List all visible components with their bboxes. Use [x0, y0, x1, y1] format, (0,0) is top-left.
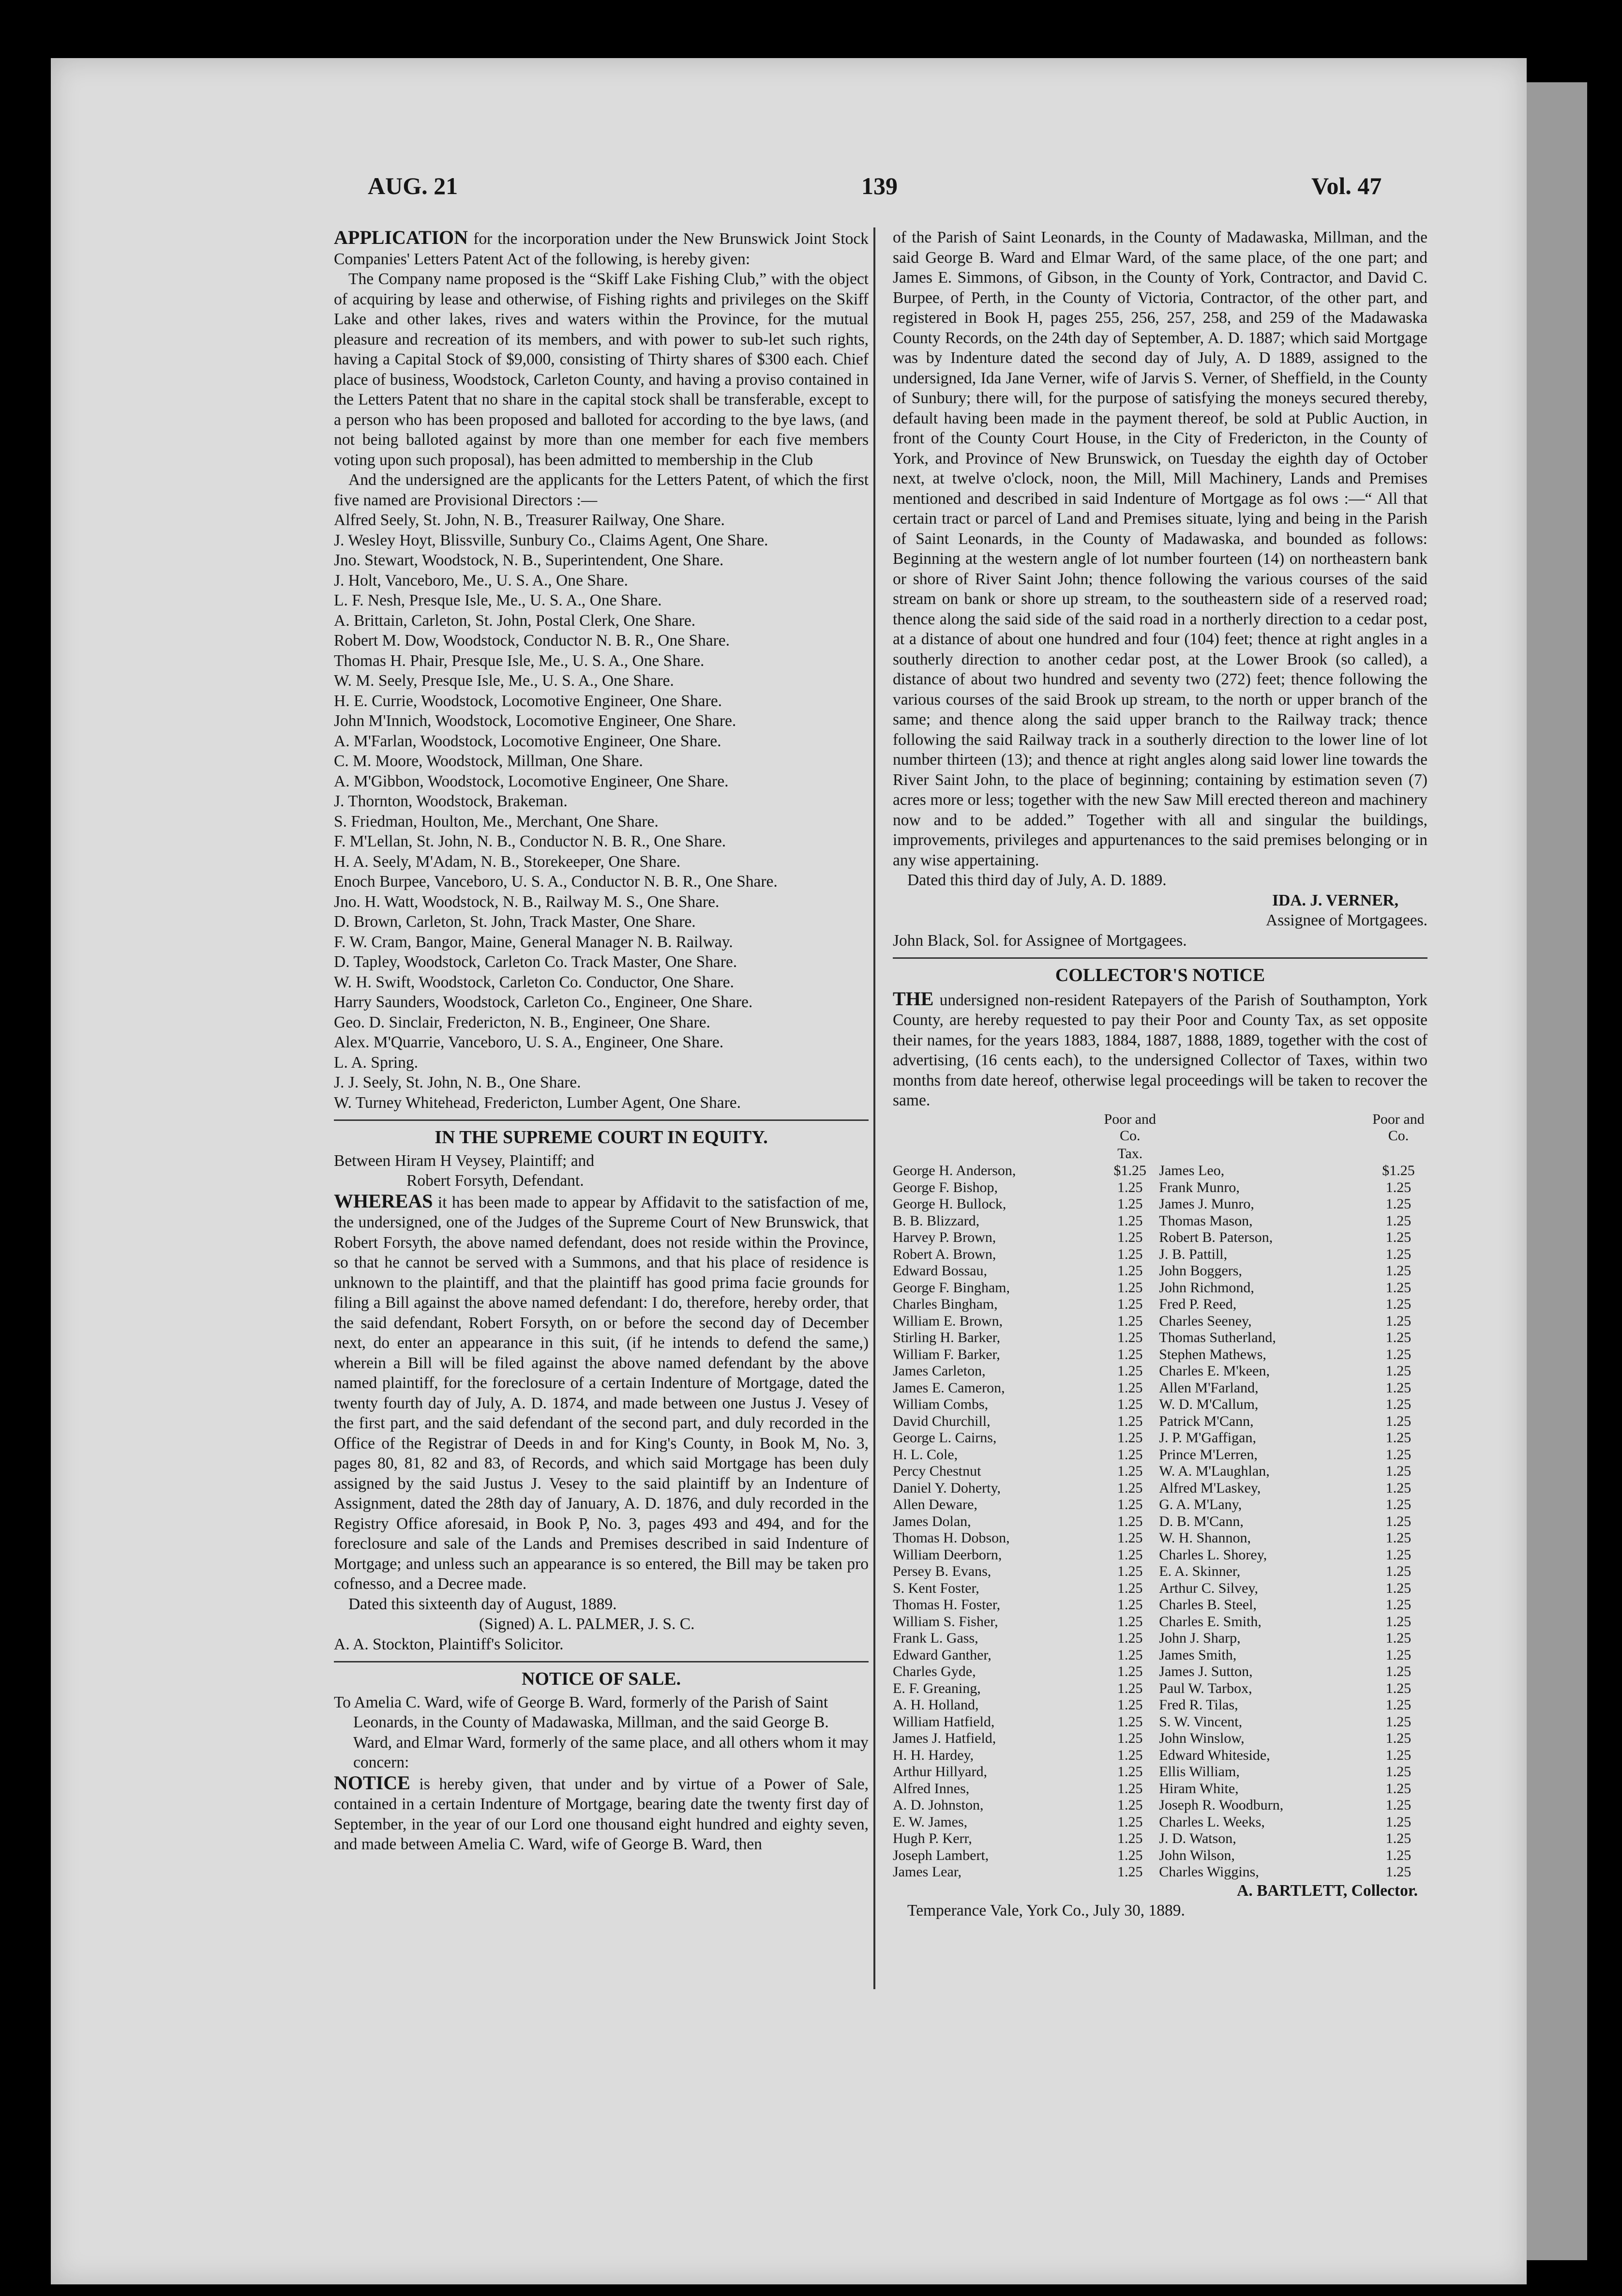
- tax-amount: 1.25: [1385, 1296, 1412, 1312]
- equity-signature: (Signed) A. L. PALMER, J. S. C.: [479, 1615, 695, 1633]
- equity-body: WHEREAS it has been made to appear by Affidavit to the satisfaction of me, the undersigned, one of the Judges of the Supreme Court of New Brunswick, that Robert Forsyth, the above named defendant, does not reside within the Province, so that he cannot be served with a Summons, and that his place of residence is unknown to the plaintiff, and that the plaintiff has good prima facie grounds for filing a Bill against the above named defendant: I do, therefore, hereby order, that the said defendant, Robert Forsyth, on or before the second day of December next, do enter an appearance in this suit, (if he intends to defend the same,) wherein a Bill will be filed against the above named defendant by the above named plaintiff, for the foreclosure of a certain Indenture of Mortgage, dated the twenty fourth day of July, A. D. 1874, and made between one Justus J. Vesey of the first part, and the said defendant of the second part, and duly recorded in the Office of the Registrar of Deeds in and for King's County, in Book M, No. 3, pages 80, 81, 82 and 83, of Records, and which said Mortgage has been duly assigned by the said Justus J. Vesey to the said plaintiff by an Indenture of Assignment, dated the 28th day of January, A. D. 1876, and duly recorded in the Registry Office aforesaid, in Book P, No. 3, pages 493 and 494, and for the foreclosure and sale of the Lands and Premises described in said Indenture of Mortgage; and unless such an appearance is so entered, the Bill may be taken pro cofnesso, and a Decree made.: [334, 1190, 869, 1593]
- tax-amount: 1.25: [1117, 1864, 1143, 1880]
- ratepayer-name: Robert A. Brown,: [893, 1246, 996, 1262]
- tax-amount: 1.25: [1385, 1764, 1412, 1780]
- tax-amount: 1.25: [1117, 1797, 1143, 1813]
- ratepayer-name: Frank Munro,: [1159, 1179, 1240, 1195]
- ratepayer-name: Thomas Sutherland,: [1159, 1329, 1276, 1345]
- ratepayer-name: James Leo,: [1159, 1163, 1225, 1178]
- ratepayer-name: Ellis William,: [1159, 1764, 1240, 1780]
- sale-dated: Dated this third day of July, A. D. 1889.: [907, 871, 1167, 889]
- table-row: [893, 1647, 1427, 1664]
- ratepayer-name: James Carleton,: [893, 1363, 986, 1379]
- applicant-entry: H. E. Currie, Woodstock, Locomotive Engineer, One Share.: [334, 692, 722, 710]
- ratepayer-name: John Wilson,: [1159, 1847, 1235, 1863]
- sale-signer-title: Assignee of Mortgagees.: [1266, 911, 1427, 929]
- ratepayer-name: John Boggers,: [1159, 1263, 1242, 1279]
- ratepayer-name: E. A. Skinner,: [1159, 1563, 1241, 1579]
- tax-amount: 1.25: [1385, 1563, 1412, 1579]
- table-row: [893, 1447, 1427, 1464]
- ratepayer-name: W. A. M'Laughlan,: [1159, 1463, 1270, 1479]
- ratepayer-name: Thomas H. Dobson,: [893, 1530, 1010, 1546]
- tax-amount: 1.25: [1385, 1546, 1412, 1563]
- tax-amount: 1.25: [1385, 1580, 1412, 1596]
- ratepayer-name: Harvey P. Brown,: [893, 1229, 996, 1245]
- table-row: [893, 1797, 1427, 1814]
- sale-solicitor: John Black, Sol. for Assignee of Mortgagees.: [893, 931, 1187, 950]
- tax-column-header: Poor and Co.: [1372, 1111, 1425, 1144]
- tax-amount: 1.25: [1117, 1196, 1143, 1212]
- ratepayer-name: Joseph R. Woodburn,: [1159, 1797, 1284, 1813]
- ratepayer-name: George F. Bingham,: [893, 1279, 1010, 1296]
- equity-parties: Between Hiram H Veysey, Plaintiff; and: [334, 1151, 595, 1170]
- applicant-entry: W. Turney Whitehead, Fredericton, Lumber Agent, One Share.: [334, 1093, 741, 1112]
- table-row: [893, 1747, 1427, 1764]
- table-row: [893, 1580, 1427, 1597]
- ratepayer-name: Allen M'Farland,: [1159, 1379, 1259, 1396]
- table-row: [893, 1663, 1427, 1680]
- ratepayer-name: Robert B. Paterson,: [1159, 1229, 1273, 1245]
- applicant-entry: J. Thornton, Woodstock, Brakeman.: [334, 792, 568, 810]
- tax-amount: 1.25: [1117, 1329, 1143, 1345]
- tax-amount: 1.25: [1117, 1730, 1143, 1746]
- ratepayer-name: Edward Ganther,: [893, 1646, 991, 1663]
- tax-amount: 1.25: [1117, 1413, 1143, 1429]
- applicant-entry: D. Tapley, Woodstock, Carleton Co. Track Master, One Share.: [334, 953, 737, 971]
- tax-amount: 1.25: [1385, 1279, 1412, 1296]
- tax-amount: 1.25: [1385, 1463, 1412, 1479]
- right-column: [893, 227, 1427, 1921]
- ratepayer-name: D. B. M'Cann,: [1159, 1513, 1244, 1529]
- ratepayer-name: Paul W. Tarbox,: [1159, 1680, 1252, 1696]
- applicant-entry: F. W. Cram, Bangor, Maine, General Manager N. B. Railway.: [334, 933, 733, 951]
- tax-amount: 1.25: [1385, 1430, 1412, 1446]
- ratepayer-name: Charles L. Shorey,: [1159, 1546, 1267, 1563]
- sale-lead-word: NOTICE: [334, 1771, 410, 1794]
- ratepayer-name: James J. Sutton,: [1159, 1663, 1253, 1679]
- table-row: [893, 1597, 1427, 1614]
- tax-amount: 1.25: [1117, 1463, 1143, 1479]
- ratepayer-name: J. D. Watson,: [1159, 1830, 1236, 1846]
- ratepayer-name: B. B. Blizzard,: [893, 1212, 980, 1229]
- table-row: [893, 1563, 1427, 1580]
- table-row: [893, 1547, 1427, 1564]
- application-lead-word: APPLICATION: [334, 227, 468, 248]
- tax-amount: 1.25: [1385, 1263, 1412, 1279]
- ratepayer-name: James Smith,: [1159, 1646, 1237, 1663]
- page-number: 139: [861, 172, 898, 199]
- tax-amount: 1.25: [1117, 1379, 1143, 1396]
- applicant-entry: J. J. Seely, St. John, N. B., One Share.: [334, 1073, 581, 1091]
- tax-column-header: Tax.: [1117, 1145, 1143, 1162]
- tax-amount: 1.25: [1385, 1379, 1412, 1396]
- tax-amount: 1.25: [1117, 1713, 1143, 1730]
- tax-amount: 1.25: [1385, 1713, 1412, 1730]
- section-divider: [334, 1661, 869, 1662]
- tax-amount: 1.25: [1117, 1847, 1143, 1863]
- ratepayer-name: A. H. Holland,: [893, 1697, 979, 1713]
- table-row: [893, 1714, 1427, 1731]
- ratepayer-name: A. D. Johnston,: [893, 1797, 984, 1813]
- ratepayer-name: Fred P. Reed,: [1159, 1296, 1237, 1312]
- ratepayer-name: Thomas H. Foster,: [893, 1597, 1001, 1613]
- ratepayer-name: William Combs,: [893, 1396, 989, 1412]
- ratepayer-name: E. W. James,: [893, 1813, 968, 1830]
- table-row: [893, 1246, 1427, 1263]
- tax-amount: 1.25: [1117, 1212, 1143, 1229]
- page-header: [315, 172, 1413, 215]
- ratepayer-name: David Churchill,: [893, 1413, 991, 1429]
- tax-amount: 1.25: [1385, 1212, 1412, 1229]
- tax-amount: 1.25: [1117, 1446, 1143, 1463]
- table-row: [893, 1680, 1427, 1697]
- sale-addressees: To Amelia C. Ward, wife of George B. Ward, formerly of the Parish of Saint Leonards, in the County of Madawaska, Millman, and the said George B. Ward, and Elmar Ward, formerly of the same place, and all others whom it may concern:: [334, 1693, 869, 1771]
- left-column: [334, 227, 869, 1855]
- ratepayer-name: W. H. Shannon,: [1159, 1530, 1251, 1546]
- ratepayer-name: James Lear,: [893, 1864, 962, 1880]
- applicant-list: [334, 510, 869, 1113]
- ratepayer-name: G. A. M'Lany,: [1159, 1496, 1242, 1512]
- ratepayer-name: Persey B. Evans,: [893, 1563, 991, 1579]
- ratepayer-name: Charles Seeney,: [1159, 1313, 1252, 1329]
- table-row: [893, 1380, 1427, 1397]
- table-row: [893, 1229, 1427, 1246]
- table-row: [893, 1213, 1427, 1230]
- next-page-edge: [1527, 82, 1587, 2260]
- table-row: [893, 1864, 1427, 1881]
- applicant-entry: J. Wesley Hoyt, Blissville, Sunbury Co., Claims Agent, One Share.: [334, 531, 768, 549]
- column-rule: [873, 227, 875, 1989]
- ratepayer-name: James J. Munro,: [1159, 1196, 1254, 1212]
- ratepayer-rows: [893, 1163, 1427, 1881]
- tax-amount: 1.25: [1117, 1563, 1143, 1579]
- ratepayer-name: Charles Wiggins,: [1159, 1864, 1259, 1880]
- tax-amount: 1.25: [1385, 1396, 1412, 1412]
- tax-amount: 1.25: [1117, 1780, 1143, 1797]
- tax-amount: 1.25: [1385, 1246, 1412, 1262]
- tax-amount: 1.25: [1117, 1279, 1143, 1296]
- ratepayer-name: Hiram White,: [1159, 1780, 1239, 1797]
- applicant-entry: Alfred Seely, St. John, N. B., Treasurer Railway, One Share.: [334, 511, 725, 529]
- table-row: [893, 1296, 1427, 1313]
- table-row: [893, 1363, 1427, 1380]
- tax-amount: 1.25: [1117, 1363, 1143, 1379]
- tax-amount: 1.25: [1117, 1747, 1143, 1763]
- applicant-entry: L. A. Spring.: [334, 1053, 419, 1072]
- ratepayer-name: Frank L. Gass,: [893, 1630, 978, 1646]
- tax-amount: 1.25: [1117, 1830, 1143, 1846]
- table-row: [893, 1530, 1427, 1547]
- tax-amount: 1.25: [1117, 1313, 1143, 1329]
- tax-amount: 1.25: [1385, 1363, 1412, 1379]
- ratepayer-name: Charles Bingham,: [893, 1296, 998, 1312]
- applicant-entry: Harry Saunders, Woodstock, Carleton Co., Engineer, One Share.: [334, 993, 753, 1011]
- applicant-entry: Geo. D. Sinclair, Fredericton, N. B., Engineer, One Share.: [334, 1013, 710, 1031]
- sale-signer: IDA. J. VERNER,: [1272, 891, 1398, 909]
- applicant-entry: J. Holt, Vanceboro, Me., U. S. A., One Share.: [334, 571, 628, 589]
- ratepayer-name: William Deerborn,: [893, 1546, 1002, 1563]
- tax-column-header: Poor and Co.: [1104, 1111, 1156, 1144]
- ratepayer-name: Stirling H. Barker,: [893, 1329, 1001, 1345]
- ratepayer-name: J. P. M'Gaffigan,: [1159, 1430, 1256, 1446]
- tax-amount: 1.25: [1385, 1780, 1412, 1797]
- tax-amount: 1.25: [1385, 1630, 1412, 1646]
- tax-amount: 1.25: [1117, 1580, 1143, 1596]
- tax-amount: 1.25: [1117, 1597, 1143, 1613]
- sale-title: NOTICE OF SALE.: [521, 1669, 681, 1689]
- applicant-entry: W. H. Swift, Woodstock, Carleton Co. Conductor, One Share.: [334, 973, 734, 991]
- applicant-entry: C. M. Moore, Woodstock, Millman, One Share.: [334, 752, 643, 770]
- ratepayer-name: J. B. Pattill,: [1159, 1246, 1228, 1262]
- tax-amount: 1.25: [1385, 1663, 1412, 1679]
- tax-amount: 1.25: [1117, 1513, 1143, 1529]
- tax-amount: 1.25: [1117, 1263, 1143, 1279]
- equity-solicitor: A. A. Stockton, Plaintiff's Solicitor.: [334, 1635, 564, 1653]
- applicant-entry: F. M'Lellan, St. John, N. B., Conductor N. B. R., One Share.: [334, 832, 726, 850]
- tax-amount: 1.25: [1117, 1630, 1143, 1646]
- applicant-entry: John M'Innich, Woodstock, Locomotive Engineer, One Share.: [334, 712, 736, 730]
- tax-amount: 1.25: [1385, 1797, 1412, 1813]
- ratepayer-name: W. D. M'Callum,: [1159, 1396, 1259, 1412]
- application-paragraph: The Company name proposed is the “Skiff Lake Fishing Club,” with the object of acquiring by lease and otherwise, of Fishing rights and privileges on the Skiff Lake and other lakes, rives and waters within the Province, for the mutual pleasure and recreation of its members, and with power to sub-let such rights, having a Capital Stock of $9,000, consisting of Thirty shares of $300 each. Chief place of business, Woodstock, Carleton County, and having a proviso contained in the Letters Patent that no share in the capital stock shall be transferable, except to a person who has been proposed and balloted for according to the bye laws, (and not being balloted against by more than one member for each five members voting upon such proposal), has been admitted to membership in the Club: [334, 270, 869, 469]
- table-row: [893, 1413, 1427, 1430]
- collector-lead-word: THE: [893, 987, 934, 1010]
- ratepayer-name: S. W. Vincent,: [1159, 1713, 1243, 1730]
- ratepayer-name: Charles Gyde,: [893, 1663, 976, 1679]
- tax-amount: 1.25: [1385, 1229, 1412, 1245]
- section-divider: [334, 1119, 869, 1121]
- tax-amount: 1.25: [1117, 1229, 1143, 1245]
- ratepayer-name: John Richmond,: [1159, 1279, 1254, 1296]
- ratepayer-name: E. F. Greaning,: [893, 1680, 981, 1696]
- tax-amount: 1.25: [1385, 1329, 1412, 1345]
- table-row: [893, 1396, 1427, 1413]
- ratepayer-table: [893, 1111, 1427, 1881]
- ratepayer-name: Alfred M'Laskey,: [1159, 1480, 1261, 1496]
- application-intro: APPLICATION for the incorporation under the New Brunswick Joint Stock Companies' Letters Patent Act of the following, is hereby given:: [334, 227, 869, 268]
- section-divider: [893, 957, 1427, 959]
- table-row: [893, 1814, 1427, 1831]
- ratepayer-name: Charles L. Weeks,: [1159, 1813, 1265, 1830]
- equity-dated: Dated this sixteenth day of August, 1889.: [348, 1595, 617, 1613]
- ratepayer-name: George F. Bishop,: [893, 1179, 998, 1195]
- tax-amount: 1.25: [1385, 1346, 1412, 1362]
- ratepayer-name: William Hatfield,: [893, 1713, 995, 1730]
- table-row: [893, 1329, 1427, 1346]
- collector-signer: A. BARTLETT, Collector.: [1237, 1881, 1418, 1900]
- sale-body-continued: of the Parish of Saint Leonards, in the County of Madawaska, Millman, and the said George B. Ward and Elmar Ward, of the same place, of the one part; and James E. Simmons, of Gibson, in the County of York, Contractor, and David C. Burpee, of Perth, in the County of Victoria, Contractor, of the other part, and registered in Book H, pages 255, 256, 257, 258, and 259 of the Madawaska County Records, on the 24th day of September, A. D. 1887; which said Mortgage was by Indenture dated the second day of July, A. D 1889, assigned to the undersigned, Ida Jane Verner, wife of Jarvis S. Verner, of Sheffield, in the County of Sunbury; there will, for the purpose of satisfying the moneys secured thereby, default having been made in the payment thereof, be sold at Public Auction, in front of the County Court House, in the City of Fredericton, in the County of York, and Province of New Brunswick, on Tuesday the eighth day of October next, at twelve o'clock, noon, the Mill, Mill Machinery, Lands and Premises mentioned and described in said Indenture of Mortgage as fol ows :—“ All that certain tract or parcel of Land and Premises situate, lying and being in the Parish of Saint Leonards, in the County of Madawaska, and bounded as follows: Beginning at the western angle of lot number fourteen (14) on northeastern bank or shore of River Saint John; thence following the various courses of the said stream on bank or shore up stream, to the southeastern side of a reserved road; thence along the said side of the said road in a northerly direction to a cedar post, at a distance of about one hundred and four (104) feet; thence at right angles in a southerly direction to another cedar post, at the Lower Brook (so called), a distance of about two hundred and seventy two (272) feet; thence following the various courses of the said Brook up stream, to the north or upper branch of the same; and thence along the said upper branch to the Railway track; thence following the said Railway track in a southerly direction to the lower line of lot number thirteen (13); and thence at right angles along said lower line towards the River Saint John, to the place of beginning; containing by estimation seven (7) acres more or less; together with the new Saw Mill erected thereon and machinery now and to be added.” Together with all and singular the buildings, improvements, privileges and appurtenances to the said premises belonging or in any wise appertaining.: [893, 228, 1427, 869]
- tax-amount: 1.25: [1385, 1413, 1412, 1429]
- ratepayer-name: Edward Bossau,: [893, 1263, 987, 1279]
- ratepayer-name: William S. Fisher,: [893, 1613, 998, 1630]
- tax-amount: 1.25: [1117, 1346, 1143, 1362]
- table-row: [893, 1480, 1427, 1497]
- tax-amount: 1.25: [1117, 1246, 1143, 1262]
- table-row: [893, 1697, 1427, 1714]
- ratepayer-name: Alfred Innes,: [893, 1780, 970, 1797]
- collector-body: THE undersigned non-resident Ratepayers of the Parish of Southampton, York County, are hereby requested to pay their Poor and County Tax, as set opposite their names, for the years 1883, 1884, 1887, 1888, 1889, together with the cost of advertising, (16 cents each), to the undersigned Collector of Taxes, within two months from date hereof, otherwise legal proceedings will be taken to recover the same.: [893, 987, 1427, 1109]
- tax-amount: 1.25: [1385, 1830, 1412, 1846]
- tax-amount: 1.25: [1117, 1646, 1143, 1663]
- ratepayer-name: Patrick M'Cann,: [1159, 1413, 1254, 1429]
- ratepayer-name: James E. Cameron,: [893, 1379, 1005, 1396]
- ratepayer-name: Arthur Hillyard,: [893, 1764, 987, 1780]
- tax-amount: 1.25: [1385, 1813, 1412, 1830]
- tax-amount: 1.25: [1385, 1480, 1412, 1496]
- applicant-entry: Robert M. Dow, Woodstock, Conductor N. B. R., One Share.: [334, 632, 730, 650]
- applicant-entry: S. Friedman, Houlton, Me., Merchant, One Share.: [334, 812, 659, 831]
- ratepayer-name: William E. Brown,: [893, 1313, 1003, 1329]
- tax-amount: 1.25: [1117, 1697, 1143, 1713]
- table-row: [893, 1179, 1427, 1196]
- ratepayer-name: George L. Cairns,: [893, 1430, 997, 1446]
- header-date: AUG. 21: [368, 172, 458, 199]
- tax-amount: 1.25: [1385, 1496, 1412, 1512]
- table-row: [893, 1614, 1427, 1631]
- tax-amount: 1.25: [1385, 1680, 1412, 1696]
- applicant-entry: D. Brown, Carleton, St. John, Track Master, One Share.: [334, 913, 696, 931]
- ratepayer-name: Charles E. Smith,: [1159, 1613, 1262, 1630]
- applicant-entry: Alex. M'Quarrie, Vanceboro, U. S. A., Engineer, One Share.: [334, 1033, 724, 1051]
- ratepayer-name: Daniel Y. Doherty,: [893, 1480, 1001, 1496]
- ratepayer-name: Charles B. Steel,: [1159, 1597, 1257, 1613]
- table-row: [893, 1781, 1427, 1798]
- ratepayer-name: Edward Whiteside,: [1159, 1747, 1270, 1763]
- tax-amount: 1.25: [1385, 1179, 1412, 1195]
- ratepayer-name: William F. Barker,: [893, 1346, 1000, 1362]
- equity-lead-word: WHEREAS: [334, 1190, 433, 1212]
- ratepayer-name: S. Kent Foster,: [893, 1580, 979, 1596]
- collector-dated: Temperance Vale, York Co., July 30, 1889.: [907, 1902, 1185, 1919]
- tax-amount: 1.25: [1385, 1730, 1412, 1746]
- tax-amount: 1.25: [1117, 1396, 1143, 1412]
- ratepayer-name: Percy Chestnut: [893, 1463, 981, 1479]
- tax-amount: 1.25: [1117, 1663, 1143, 1679]
- tax-amount: 1.25: [1385, 1697, 1412, 1713]
- tax-amount: 1.25: [1385, 1747, 1412, 1763]
- table-row: [893, 1847, 1427, 1864]
- tax-amount: 1.25: [1385, 1196, 1412, 1212]
- ratepayer-name: James Dolan,: [893, 1513, 971, 1529]
- applicant-entry: Thomas H. Phair, Presque Isle, Me., U. S. A., One Share.: [334, 651, 705, 670]
- tax-amount: 1.25: [1385, 1864, 1412, 1880]
- applicant-entry: Enoch Burpee, Vanceboro, U. S. A., Conductor N. B. R., One Share.: [334, 873, 778, 891]
- tax-amount: 1.25: [1117, 1764, 1143, 1780]
- table-row: [893, 1730, 1427, 1747]
- table-row: [893, 1346, 1427, 1363]
- tax-amount: 1.25: [1117, 1296, 1143, 1312]
- tax-amount: 1.25: [1117, 1496, 1143, 1512]
- table-row: [893, 1830, 1427, 1847]
- tax-amount: 1.25: [1117, 1530, 1143, 1546]
- ratepayer-name: H. L. Cole,: [893, 1446, 958, 1463]
- tax-amount: 1.25: [1385, 1446, 1412, 1463]
- tax-amount: 1.25: [1385, 1613, 1412, 1630]
- ratepayer-name: James J. Hatfield,: [893, 1730, 996, 1746]
- tax-amount: 1.25: [1385, 1646, 1412, 1663]
- table-row: [893, 1313, 1427, 1330]
- applicant-entry: A. M'Gibbon, Woodstock, Locomotive Engineer, One Share.: [334, 772, 729, 790]
- table-row: [893, 1430, 1427, 1447]
- applicant-entry: Jno. H. Watt, Woodstock, N. B., Railway M. S., One Share.: [334, 892, 720, 911]
- tax-amount: 1.25: [1117, 1680, 1143, 1696]
- applicant-entry: W. M. Seely, Presque Isle, Me., U. S. A., One Share.: [334, 672, 674, 690]
- tax-amount: 1.25: [1117, 1813, 1143, 1830]
- application-paragraph: And the undersigned are the applicants for the Letters Patent, of which the first five named are Provisional Directors :—: [334, 471, 869, 509]
- tax-amount: 1.25: [1117, 1179, 1143, 1195]
- tax-amount: 1.25: [1385, 1530, 1412, 1546]
- ratepayer-name: H. H. Hardey,: [893, 1747, 974, 1763]
- table-row: [893, 1280, 1427, 1297]
- ratepayer-name: John Winslow,: [1159, 1730, 1245, 1746]
- collector-title: COLLECTOR'S NOTICE: [1055, 965, 1265, 985]
- applicant-entry: Jno. Stewart, Woodstock, N. B., Superintendent, One Share.: [334, 551, 724, 569]
- tax-amount: 1.25: [1385, 1597, 1412, 1613]
- ratepayer-name: Hugh P. Kerr,: [893, 1830, 972, 1846]
- ratepayer-name: George H. Anderson,: [893, 1163, 1016, 1178]
- table-row: [893, 1496, 1427, 1513]
- tax-amount: 1.25: [1117, 1430, 1143, 1446]
- ratepayer-name: Arthur C. Silvey,: [1159, 1580, 1258, 1596]
- ratepayer-name: Prince M'Lerren,: [1159, 1446, 1258, 1463]
- tax-amount: 1.25: [1117, 1613, 1143, 1630]
- sale-body: NOTICE is hereby given, that under and by virtue of a Power of Sale, contained in a certain Indenture of Mortgage, bearing date the twenty first day of September, in the year of our Lord one thousand eight hundred and eighty seven, and made between Amelia C. Ward, wife of George B. Ward, then: [334, 1771, 869, 1853]
- table-row: [893, 1463, 1427, 1480]
- tax-amount: 1.25: [1385, 1313, 1412, 1329]
- tax-amount: $1.25: [1382, 1163, 1415, 1178]
- ratepayer-name: Stephen Mathews,: [1159, 1346, 1266, 1362]
- ratepayer-name: Charles E. M'keen,: [1159, 1363, 1270, 1379]
- ratepayer-name: Joseph Lambert,: [893, 1847, 989, 1863]
- tax-amount: 1.25: [1385, 1513, 1412, 1529]
- equity-title: IN THE SUPREME COURT IN EQUITY.: [435, 1127, 768, 1148]
- tax-amount: 1.25: [1117, 1546, 1143, 1563]
- table-row: [893, 1513, 1427, 1530]
- tax-amount: 1.25: [1117, 1480, 1143, 1496]
- applicant-entry: L. F. Nesh, Presque Isle, Me., U. S. A., One Share.: [334, 591, 662, 609]
- applicant-entry: H. A. Seely, M'Adam, N. B., Storekeeper, One Share.: [334, 852, 681, 871]
- ratepayer-name: Allen Deware,: [893, 1496, 977, 1512]
- table-row: [893, 1630, 1427, 1647]
- applicant-entry: A. Brittain, Carleton, St. John, Postal Clerk, One Share.: [334, 611, 696, 630]
- ratepayer-name: Thomas Mason,: [1159, 1212, 1253, 1229]
- tax-amount: $1.25: [1113, 1163, 1147, 1178]
- ratepayer-name: Fred R. Tilas,: [1159, 1697, 1238, 1713]
- table-row: [893, 1196, 1427, 1213]
- applicant-entry: A. M'Farlan, Woodstock, Locomotive Engineer, One Share.: [334, 732, 721, 750]
- table-row: [893, 1163, 1427, 1179]
- volume-number: Vol. 47: [1311, 172, 1382, 199]
- ratepayer-name: George H. Bullock,: [893, 1196, 1006, 1212]
- tax-amount: 1.25: [1385, 1847, 1412, 1863]
- table-row: [893, 1263, 1427, 1280]
- table-row: [893, 1764, 1427, 1781]
- ratepayer-name: John J. Sharp,: [1159, 1630, 1241, 1646]
- equity-parties: Robert Forsyth, Defendant.: [406, 1172, 584, 1190]
